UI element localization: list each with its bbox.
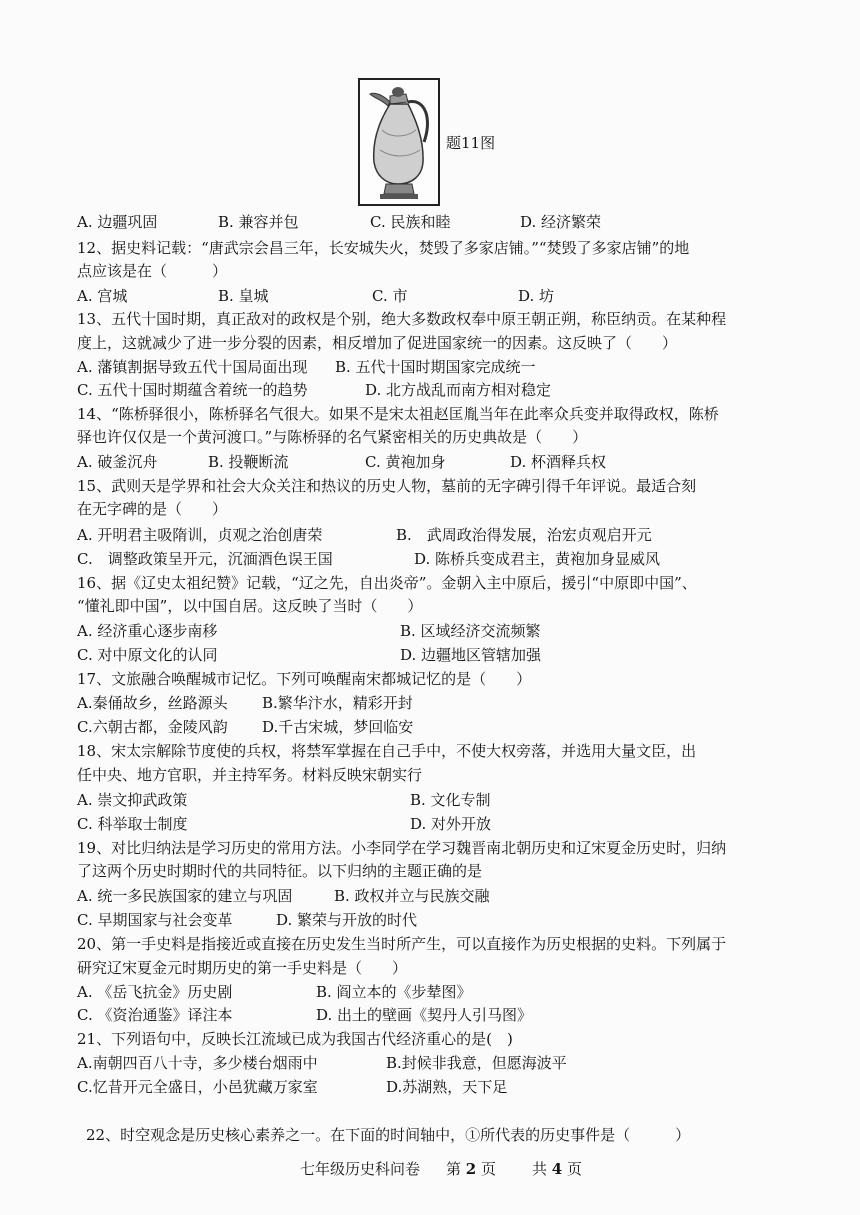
option-a: A.南朝四百八十寺，多少楼台烟雨中 — [77, 1054, 318, 1072]
option-c: C. 调整政策呈开元，沉湎酒色误王国 — [77, 550, 333, 568]
option-a: A. 统一多民族国家的建立与巩固 — [77, 887, 293, 905]
question-12-text: 点应该是在（ ） — [77, 262, 228, 280]
page-number: 2 — [465, 1160, 477, 1178]
question-13-text: 度上，这就减少了进一步分裂的因素，相反增加了促进国家统一的因素。这反映了（ ） — [77, 334, 678, 352]
option-d: D.千古宋城，梦回临安 — [262, 718, 414, 736]
option-d: D.苏湖熟，天下足 — [386, 1078, 508, 1096]
question-19-text: 了这两个历史时期时代的共同特征。以下归纳的主题正确的是 — [77, 862, 483, 880]
option-b: B.封候非我意，但愿海波平 — [386, 1054, 567, 1072]
question-14-text: 驿也许仅仅是一个黄河渡口。”与陈桥驿的名气紧密相关的历史典故是（ ） — [77, 428, 588, 446]
vase-figure — [358, 78, 440, 206]
figure-caption: 题11图 — [446, 134, 496, 152]
question-15-text: 在无字碑的是（ ） — [77, 500, 228, 518]
option-c: C. 科举取士制度 — [77, 815, 188, 833]
option-a: A. 《岳飞抗金》历史剧 — [77, 983, 233, 1001]
footer-subject: 七年级历史科问卷 — [300, 1160, 421, 1178]
option-b: B. 投鞭断流 — [208, 453, 289, 471]
option-b: B. 兼容并包 — [218, 213, 299, 231]
question-21-text: 21、下列语句中，反映长江流域已成为我国古代经济重心的是( ) — [77, 1030, 513, 1048]
option-c: C. 黄袍加身 — [365, 453, 446, 471]
option-b: B. 阎立本的《步辇图》 — [316, 983, 472, 1001]
option-b: B. 文化专制 — [410, 791, 491, 809]
question-20-text: 研究辽宋夏金元时期历史的第一手史料是（ ） — [77, 959, 408, 977]
option-c: C.忆昔开元全盛日，小邑犹藏万家室 — [77, 1078, 318, 1096]
question-13-text: 13、五代十国时期，真正敌对的政权是个别，绝大多数政权奉中原王朝正朔，称臣纳贡。在某种程 — [77, 310, 727, 328]
question-15-text: 15、武则天是学界和社会大众关注和热议的历史人物，墓前的无字碑引得千年评说。最适合刻 — [77, 477, 697, 495]
question-18-text: 任中央、地方官职，并主持军务。材料反映宋朝实行 — [77, 766, 423, 784]
question-12-text: 12、据史料记载：“唐武宗会昌三年，长安城失火，焚毁了多家店铺。”“焚毁了多家店铺”的地 — [77, 239, 690, 257]
option-c: C. 对中原文化的认同 — [77, 646, 218, 664]
option-d: D. 坊 — [518, 287, 555, 305]
option-b: B. 政权并立与民族交融 — [334, 887, 490, 905]
option-c: C. 五代十国时期蕴含着统一的趋势 — [77, 381, 308, 399]
question-19-text: 19、对比归纳法是学习历史的常用方法。小李同学在学习魏晋南北朝历史和辽宋夏金历史时，归纳 — [77, 839, 727, 857]
option-d: D. 杯酒释兵权 — [510, 453, 607, 471]
option-b: B. 区域经济交流频繁 — [400, 622, 541, 640]
option-d: D. 北方战乱而南方相对稳定 — [365, 381, 552, 399]
option-c: C. 市 — [372, 287, 408, 305]
option-d: D. 出土的壁画《契丹人引马图》 — [316, 1006, 533, 1024]
option-d: D. 陈桥兵变成君主，黄袍加身显威风 — [414, 550, 661, 568]
option-a: A.秦俑故乡，丝路源头 — [77, 694, 228, 712]
question-14-text: 14、“陈桥驿很小，陈桥驿名气很大。如果不是宋太祖赵匡胤当年在此率众兵变并取得政权，陈桥 — [77, 405, 719, 423]
question-16-text: 16、据《辽史太祖纪赞》记载，“辽之先，自出炎帝”。金朝入主中原后，援引“中原即中国”、 — [77, 574, 697, 592]
option-c: C. 《资治通鉴》译注本 — [77, 1006, 233, 1024]
option-a: A. 宫城 — [77, 287, 128, 305]
footer-total: 共 4 页 — [532, 1160, 583, 1178]
footer-page: 第 2 页 — [446, 1160, 497, 1178]
question-22-text: 22、时空观念是历史核心素养之一。在下面的时间轴中，①所代表的历史事件是（ ） — [86, 1126, 691, 1144]
option-b: B. 五代十国时期国家完成统一 — [335, 358, 536, 376]
option-b: B.繁华汴水，精彩开封 — [262, 694, 413, 712]
question-17-text: 17、文旅融合唤醒城市记忆。下列可唤醒南宋都城记忆的是（ ） — [77, 670, 532, 688]
option-a: A. 崇文抑武政策 — [77, 791, 188, 809]
option-a: A. 经济重心逐步南移 — [77, 622, 218, 640]
option-a: A. 破釜沉舟 — [77, 453, 158, 471]
option-c: C.六朝古都，金陵风韵 — [77, 718, 228, 736]
option-a: A. 边疆巩固 — [77, 213, 158, 231]
total-pages: 4 — [551, 1160, 563, 1178]
ewer-image-icon — [360, 80, 438, 204]
option-c: C. 民族和睦 — [370, 213, 451, 231]
question-18-text: 18、宋太宗解除节度使的兵权，将禁军掌握在自己手中，不使大权旁落，并选用大量文臣，出 — [77, 742, 697, 760]
option-a: A. 藩镇割据导致五代十国局面出现 — [77, 358, 308, 376]
option-d: D. 边疆地区管辖加强 — [400, 646, 542, 664]
question-20-text: 20、第一手史料是指接近或直接在历史发生当时所产生，可以直接作为历史根据的史料。下列属于 — [77, 935, 727, 953]
option-d: D. 经济繁荣 — [520, 213, 602, 231]
option-b: B. 皇城 — [218, 287, 269, 305]
option-d: D. 对外开放 — [410, 815, 492, 833]
option-c: C. 早期国家与社会变革 — [77, 911, 233, 929]
option-b: B. 武周政治得发展，治宏贞观启开元 — [396, 526, 652, 544]
question-16-text: “懂礼即中国”，以中国自居。这反映了当时（ ） — [77, 597, 423, 615]
option-a: A. 开明君主吸隋训，贞观之治创唐荣 — [77, 526, 323, 544]
option-d: D. 繁荣与开放的时代 — [276, 911, 418, 929]
